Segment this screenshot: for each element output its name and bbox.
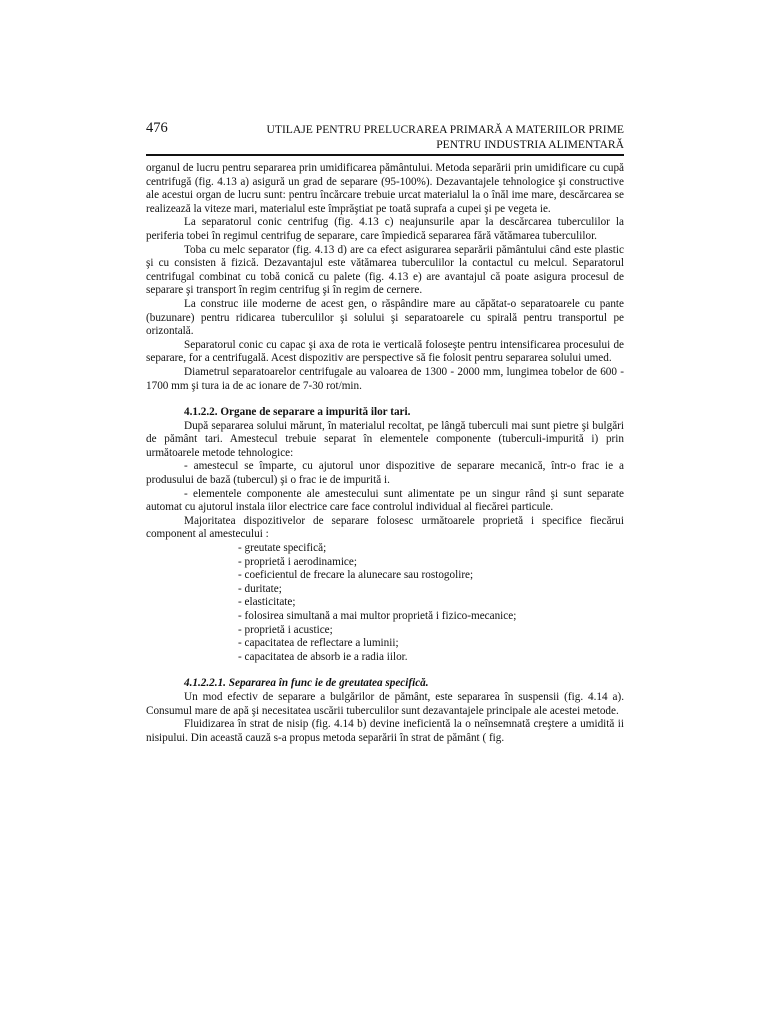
section-heading-4-1-2-2: 4.1.2.2. Organe de separare a impurită ilor tari. [184,406,411,419]
document-page [146,118,624,745]
running-title [204,122,624,152]
section-heading-4-1-2-2-1: 4.1.2.2.1. Separarea în func ie de greutatea specifică. [184,677,429,690]
body-paragraph: La construc iile moderne de acest gen, o răspândire mare au căpătat-o separatoarele cu pante (buzunare) pentru ridicarea tuberculilor şi solului şi separatoarele cu spirală pentru transportul pe orizontală. [146,297,624,338]
running-title-line-2: PENTRU INDUSTRIA ALIMENTARĂ [436,138,624,151]
list-item: - capacitatea de absorb ie a radia iilor. [238,650,408,663]
body-paragraph: Fluidizarea în strat de nisip (fig. 4.14 b) devine ineficientă la o neînsemnată creştere a umidită ii nisipului. Din această cauză s-a propus metoda separării în strat de pământ ( fig. [146,718,624,744]
list-item: - proprietă i acustice; [238,623,333,636]
body-paragraph: Separatorul conic cu capac şi axa de rota ie verticală foloseşte pentru intensificarea procesului de separare, for a centrifugală. Acest dispozitiv are perspective să fie folosit pentru separarea solului umed. [146,338,624,365]
list-item: - duritate; [238,582,282,595]
body-paragraph: Toba cu melc separator (fig. 4.13 d) are ca efect asigurarea separării pământului când este plastic şi cu consisten ă fizică. Dezavantajul este vătămarea tuberculilor la contactul cu melcul. Separatorul centrifugal combinat cu tobă conică cu palete (fig. 4.13 e) are avantajul că poate asigura procesul de separare şi transport în regim centrifug şi în regim de cernere. [146,243,624,297]
body-paragraph: - elementele componente ale amestecului sunt alimentate pe un singur rând şi sunt separate automat cu ajutorul instala iilor electrice care face controlul individual al fiecărei particule. [146,487,624,514]
list-item: - proprietă i aerodinamice; [238,555,357,568]
list-item: - elasticitate; [238,596,296,609]
page-header [146,118,624,154]
body-paragraph: Un mod efectiv de separare a bulgărilor de pământ, este separarea în suspensii (fig. 4.14 a). Consumul mare de apă şi necesitatea uscării tuberculilor sunt dezavantajele principale ale acestei metode. [146,690,624,717]
list-item: - greutate specifică; [238,542,327,555]
section-spacer [146,664,624,677]
body-paragraph: - amestecul se împarte, cu ajutorul unor dispozitive de separare mecanică, într-o frac ie a produsului de bază (tubercul) şi o frac ie de impurită i. [146,460,624,487]
body-paragraph: Majoritatea dispozitivelor de separare folosesc următoarele proprietă i specifice fiecărui component al amestecului : [146,514,624,541]
running-title-line-1: UTILAJE PENTRU PRELUCRAREA PRIMARĂ A MATERIILOR PRIME [266,123,624,136]
page-body [146,162,624,745]
list-item: - coeficientul de frecare la alunecare sau rostogolire; [238,569,474,582]
body-paragraph: La separatorul conic centrifug (fig. 4.13 c) neajunsurile apar la descărcarea tuberculilor la periferia tobei în regimul centrifug de separare, care împiedică separarea fără vătămarea tuberculilor. [146,216,624,242]
body-paragraph: Diametrul separatoarelor centrifugale au valoarea de 1300 - 2000 mm, lungimea tobelor de 600 - 1700 mm şi tura ia de ac ionare de 7-30 rot/min. [146,365,624,392]
section-spacer [146,393,624,406]
header-divider [146,154,624,156]
body-paragraph: organul de lucru pentru separarea prin umidificarea pământului. Metoda separării prin umidificare cu cupă centrifugă (fig. 4.13 a) asigură un grad de separare (95-100%). Dezavantajele tehnologice şi constructive ale acestui organ de lucru sunt: pentru încărcare trebuie urcat materialul la o înăl ime mare, descărcarea se realizează la viteze mari, materialul este împrăştiat pe toată suprafa a cupei şi pe vegeta ie. [146,162,624,215]
body-paragraph: După separarea solului mărunt, în materialul recoltat, pe lângă tuberculi mai sunt pietre şi bulgări de pământ tari. Amestecul trebuie separat în elementele componente (tuberculi-impurită i) prin următoarele metode tehnologice: [146,419,624,459]
property-list [146,542,624,664]
list-item: - capacitatea de reflectare a luminii; [238,637,399,650]
page-number: 476 [146,120,168,136]
list-item: - folosirea simultană a mai multor proprietă i fizico-mecanice; [238,610,517,622]
